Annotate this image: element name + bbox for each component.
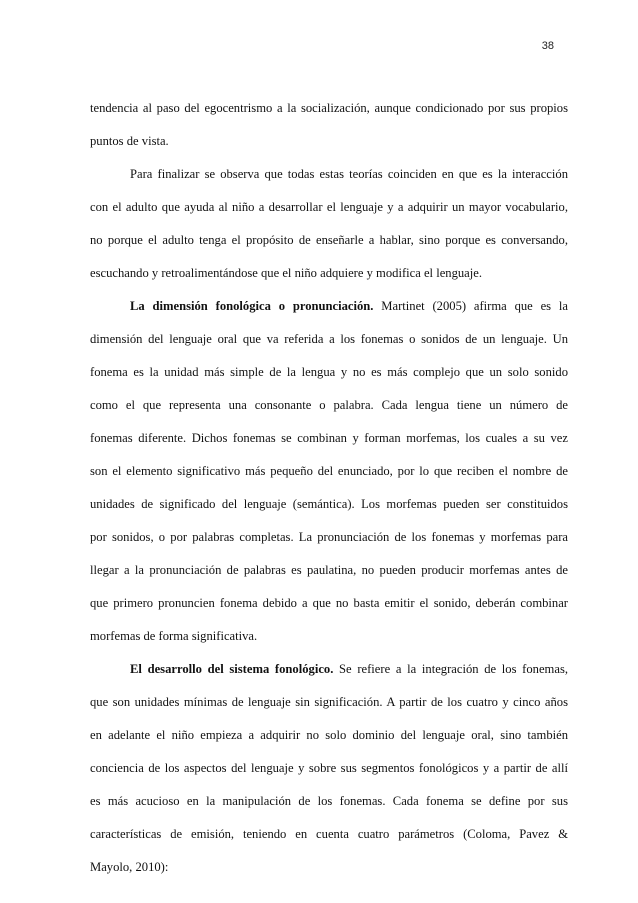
- paragraph: [90, 92, 568, 158]
- text-line: puntos de vista.: [90, 134, 169, 148]
- document-body: [90, 92, 568, 884]
- text-line: que son unidades mínimas de lenguaje sin significación. A partir de los cuatro y cinco años: [90, 695, 568, 709]
- text-line: conciencia de los aspectos del lenguaje y sobre sus segmentos fonológicos y a partir de allí: [90, 761, 568, 775]
- text-line: morfemas de forma significativa.: [90, 629, 258, 643]
- text-line: fonemas diferente. Dichos fonemas se combinan y forman morfemas, los cuales a su vez: [90, 431, 568, 445]
- text-line: es más acucioso en la manipulación de los fonemas. Cada fonema se define por sus: [90, 794, 568, 808]
- paragraph: [90, 653, 568, 884]
- heading-line-rest: Martinet (2005) afirma que es la: [373, 299, 568, 313]
- text-line: llegar a la pronunciación de palabras es paulatina, no pueden producir morfemas antes de: [90, 563, 568, 577]
- section-heading: El desarrollo del sistema fonológico.: [130, 662, 334, 676]
- text-line: que primero pronuncien fonema debido a que no basta emitir el sonido, deberán combinar: [90, 596, 568, 610]
- text-line: Para finalizar se observa que todas estas teorías coinciden en que es la interacción: [130, 167, 568, 181]
- text-line: como el que representa una consonante o palabra. Cada lengua tiene un número de: [90, 398, 568, 412]
- text-line: [90, 290, 568, 323]
- page-number: 38: [541, 40, 554, 52]
- text-line: [90, 653, 568, 686]
- text-line: dimensión del lenguaje oral que va referida a los fonemas o sonidos de un lenguaje. Un: [90, 332, 568, 346]
- text-line: tendencia al paso del egocentrismo a la socialización, aunque condicionado por sus propios: [90, 101, 568, 115]
- text-line: no porque el adulto tenga el propósito de enseñarle a hablar, sino porque es conversando,: [90, 233, 568, 247]
- text-line: en adelante el niño empieza a adquirir no solo dominio del lenguaje oral, sino también: [90, 728, 568, 742]
- text-line: escuchando y retroalimentándose que el niño adquiere y modifica el lenguaje.: [90, 266, 483, 280]
- text-line: por sonidos, o por palabras completas. La pronunciación de los fonemas y morfemas para: [90, 530, 568, 544]
- text-line: características de emisión, teniendo en cuenta cuatro parámetros (Coloma, Pavez &: [90, 827, 568, 841]
- text-line: son el elemento significativo más pequeño del enunciado, por lo que reciben el nombre de: [90, 464, 568, 478]
- text-line: con el adulto que ayuda al niño a desarrollar el lenguaje y a adquirir un mayor vocabulario,: [90, 200, 568, 214]
- text-line: fonema es la unidad más simple de la lengua y no es más complejo que un solo sonido: [90, 365, 568, 379]
- paragraph: [90, 290, 568, 653]
- paragraph: [90, 158, 568, 290]
- section-heading: La dimensión fonológica o pronunciación.: [130, 299, 374, 313]
- text-line: Mayolo, 2010):: [90, 860, 169, 874]
- text-line: unidades de significado del lenguaje (semántica). Los morfemas pueden ser constituidos: [90, 497, 568, 511]
- heading-line-rest: Se refiere a la integración de los fonemas,: [333, 662, 568, 676]
